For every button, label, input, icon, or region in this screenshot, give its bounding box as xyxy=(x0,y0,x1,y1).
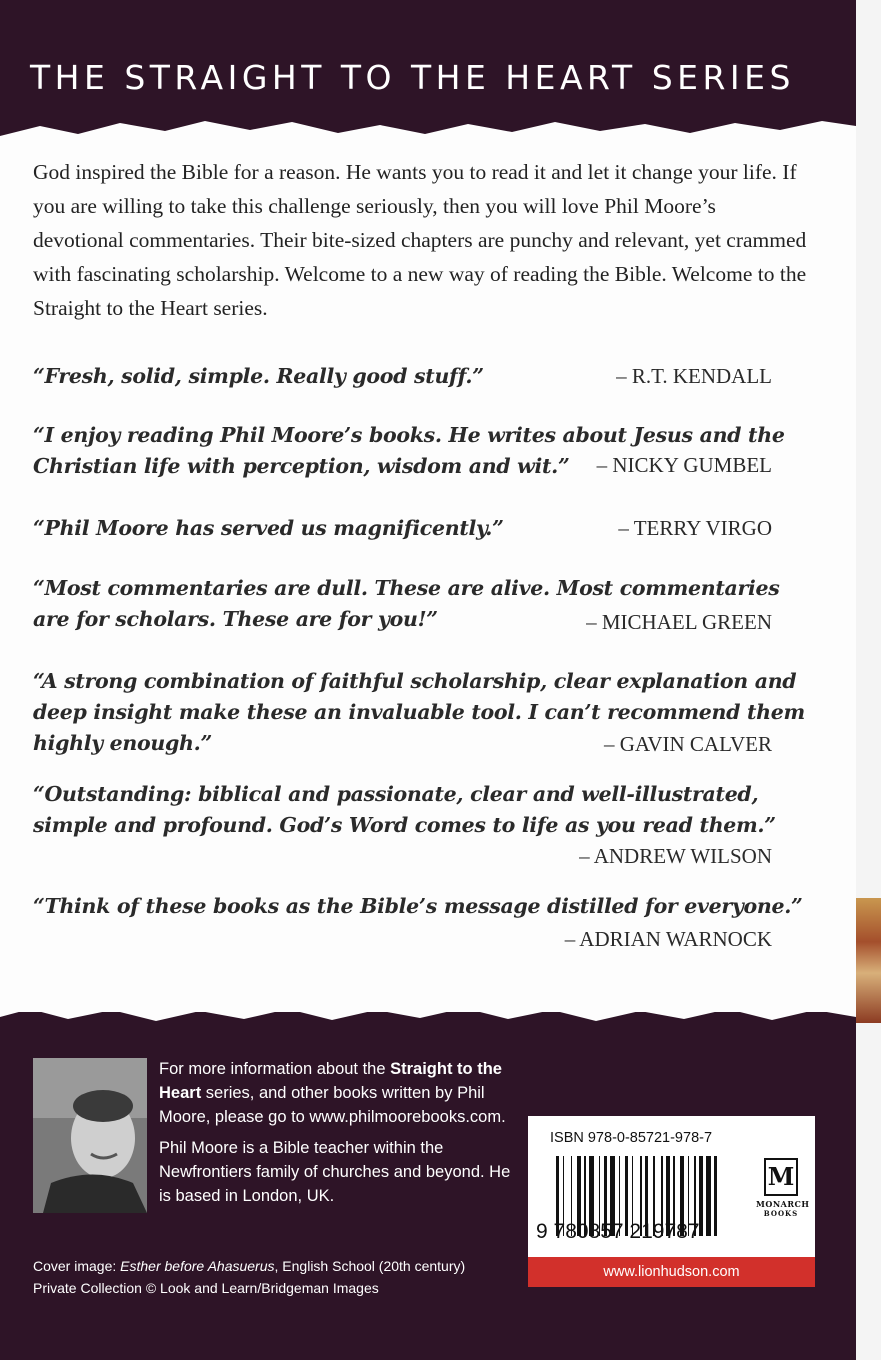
publisher-name: MONARCH xyxy=(756,1199,810,1209)
credit-suffix: , English School (20th century) xyxy=(274,1258,466,1274)
endorsement-quote-green: “Most commentaries are dull. These are alive. Most commentaries are for scholars. These are for you!” xyxy=(33,576,780,631)
publisher-logo xyxy=(756,1158,810,1238)
torn-edge-bottom xyxy=(0,995,856,1035)
credit-line2: Private Collection © Look and Learn/Bridgeman Images xyxy=(33,1280,379,1296)
endorsement-quote-gumbel: “I enjoy reading Phil Moore’s books. He writes about Jesus and the Christian life with perception, wisdom and wit.” xyxy=(33,423,785,478)
endorsement-quote-virgo: “Phil Moore has served us magnificently.” xyxy=(33,516,504,540)
author-photo xyxy=(33,1058,147,1213)
barcode-bar xyxy=(699,1156,702,1236)
endorsement-quote-wilson: “Outstanding: biblical and passionate, clear and well-illustrated, simple and profound. God’s Word comes to life as you read them.” xyxy=(33,782,776,837)
series-blurb: God inspired the Bible for a reason. He wants you to read it and let it change your life. If you are willing to take this challenge seriously, then you will love Phil Moore’s devotional commentaries. Their bite-sized chapters are punchy and relevant, yet crammed with fascinating scholarship. Welcome to a new way of reading the Bible. Welcome to the Straight to the Heart series. xyxy=(33,160,807,320)
credit-prefix: Cover image: xyxy=(33,1258,121,1274)
more-info-suffix: series, and other books written by Phil Moore, please go to www.philmoorebooks.com. xyxy=(159,1084,506,1126)
barcode-bar xyxy=(714,1156,717,1236)
more-info-paragraph xyxy=(159,1057,519,1129)
endorsement-attribution-warnock: – ADRIAN WARNOCK xyxy=(564,927,772,951)
more-info-prefix: For more information about the xyxy=(159,1060,391,1078)
endorsement-attribution-green: – MICHAEL GREEN xyxy=(586,610,772,634)
series-title: THE STRAIGHT TO THE HEART SERIES xyxy=(30,58,795,97)
author-bio: Phil Moore is a Bible teacher within the Newfrontiers family of churches and beyond. He is based in London, UK. xyxy=(159,1139,511,1205)
endorsement-attribution-wilson: – ANDREW WILSON xyxy=(579,844,772,868)
barcode-number: 9 780857 219787 xyxy=(536,1220,700,1243)
endorsement-attribution-virgo: – TERRY VIRGO xyxy=(618,516,772,540)
cover-credit xyxy=(33,1255,513,1299)
endorsement-quote-calver: “A strong combination of faithful scholarship, clear explanation and deep insight make these an invaluable tool. I can’t recommend them highly enough.” xyxy=(33,669,805,755)
adjacent-page-artwork xyxy=(856,898,881,1023)
endorsement-attribution-gumbel: – NICKY GUMBEL xyxy=(596,453,772,477)
endorsement-quote-kendall: “Fresh, solid, simple. Really good stuff.” xyxy=(33,364,484,388)
endorsement-attribution-calver: – GAVIN CALVER xyxy=(603,732,772,756)
publisher-website[interactable]: www.lionhudson.com xyxy=(528,1257,815,1287)
endorsement-quote-warnock: “Think of these books as the Bible’s message distilled for everyone.” xyxy=(33,894,803,918)
publisher-sub: BOOKS xyxy=(763,1209,799,1218)
series-name-bold: Straight to the Heart xyxy=(159,1060,502,1102)
more-info-text xyxy=(159,1057,519,1215)
endorsement-attribution-kendall: – R.T. KENDALL xyxy=(616,364,772,388)
barcode-bar xyxy=(706,1156,711,1236)
adjacent-page-edge xyxy=(856,0,881,1360)
isbn-text: ISBN 978-0-85721-978-7 xyxy=(550,1130,713,1146)
barcode-panel xyxy=(528,1116,815,1287)
publisher-logo-mark: M xyxy=(764,1158,798,1196)
credit-artwork-title: Esther before Ahasuerus xyxy=(120,1258,275,1274)
